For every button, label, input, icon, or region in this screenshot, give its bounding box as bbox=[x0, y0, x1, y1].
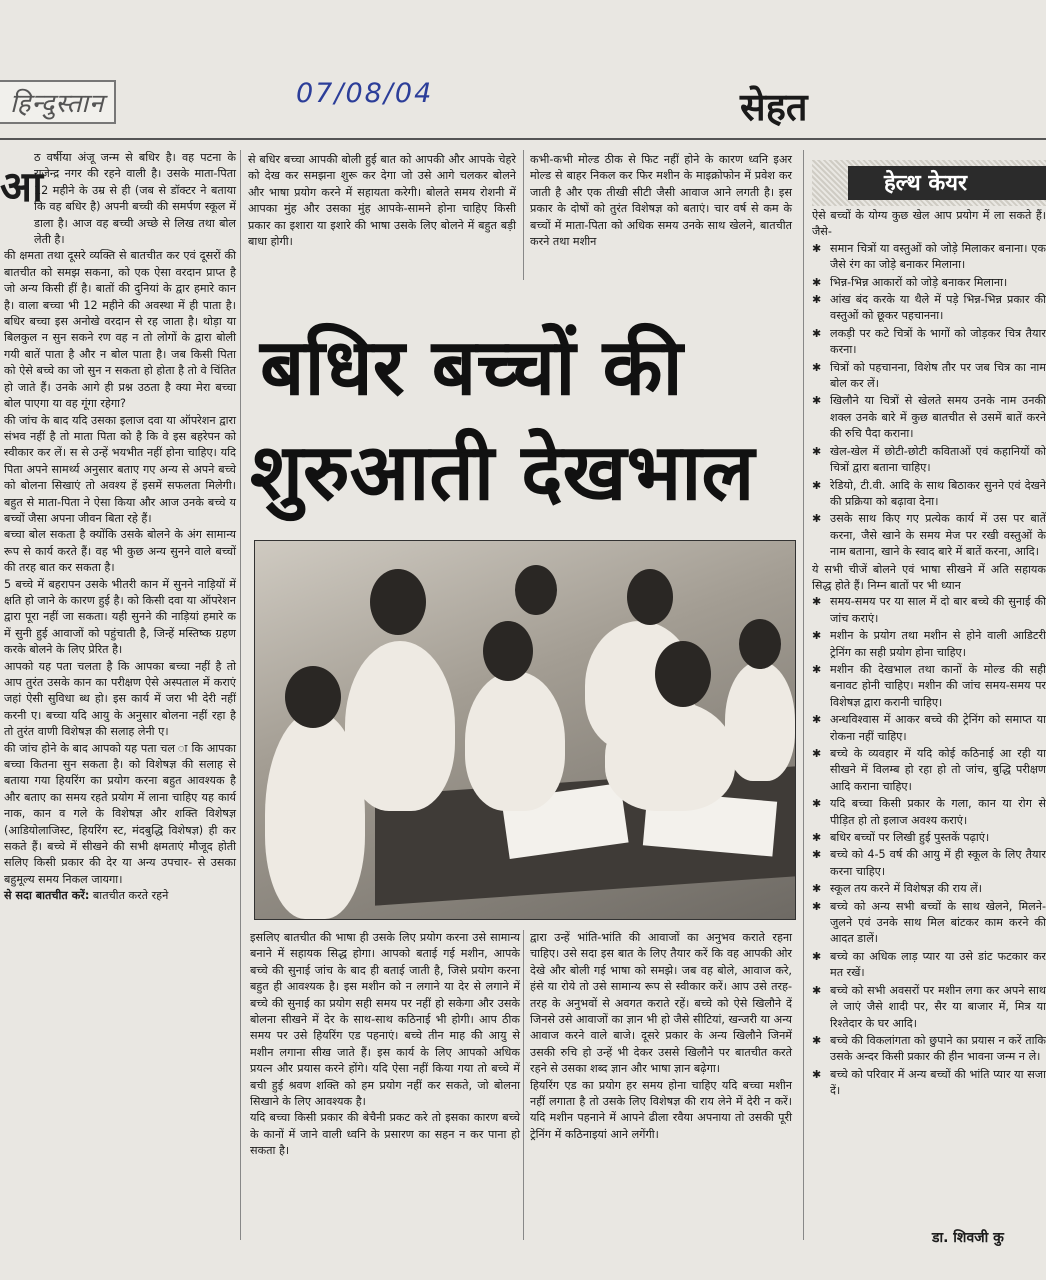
paragraph bbox=[4, 888, 236, 904]
list-item: ✱ समय-समय पर या साल में दो बार बच्चे की सुनाई की जांच कराएं। bbox=[812, 594, 1046, 627]
list-item: ✱ बच्चे को 4-5 वर्ष की आयु में ही स्कूल के लिए तैयार करना चाहिए। bbox=[812, 847, 1046, 880]
newspaper-name: हिन्दुस्तान bbox=[0, 80, 116, 124]
column-divider bbox=[523, 930, 524, 1240]
list-item: ✱ बच्चे को सभी अवसरों पर मशीन लगा कर अपने साथ ले जाएं जैसे शादी पर, सैर या बाजार में, मित्र या रिश्तेदार के घर आदि। bbox=[812, 983, 1046, 1032]
top-rule bbox=[0, 138, 1046, 140]
sidebar-list bbox=[812, 241, 1046, 561]
list-item: ✱ आंख बंद करके या थैले में पड़े भिन्न-भिन्न प्रकार की वस्तुओं को छूकर पहचानना। bbox=[812, 292, 1046, 325]
list-item: ✱ स्कूल तय करने में विशेषज्ञ की राय लें। bbox=[812, 881, 1046, 897]
sidebar-title: हेल्थ केयर bbox=[848, 166, 1046, 200]
list-item: ✱ बच्चे की विकलांगता को छुपाने का प्रयास न करें ताकि उसके अन्दर किसी प्रकार की हीन भावना जन्म न ले। bbox=[812, 1033, 1046, 1066]
paragraph: की जांच होने के बाद आपको यह पता चल ा कि आपका बच्चा कितना सुन सकता है। को विशेषज्ञ की सलाह से बताया गया हियरिंग का प्रयोग करना बहुत आवश्यक है और बताए का समय रहते प्रयोग में लाना चाहिए यह कार्य नाक, कान व गले के विशेषज्ञ और शक्ति विशेषज्ञ (आडियोलाजिस्ट, हियरिंग स्ट, मंदबुद्धि विशेषज्ञ) ही कर सकते हैं। बच्चे में सीखने की सभी क्षमताएं मौजूद होती सलिए किसी प्रकार की देर या अन्य उपचार- से उसका बहुमूल्य समय निकल जायगा। bbox=[4, 741, 236, 886]
paragraph: कभी-कभी मोल्ड ठीक से फिट नहीं होने के कारण ध्वनि इअर मोल्ड से बाहर निकल कर फिर मशीन के माइक्रोफोन में प्रवेश कर जाती है और एक तीखी सीटी जैसी आवाज आने लगती है। इस प्रकार के दोषों को तुरंत विशेषज्ञ को बताएं। चार वर्ष से कम के बच्चों में माता-पिता को अधिक समय उनके साथ खेलने, बातचीत करने तथा मशीन bbox=[530, 153, 792, 249]
paragraph: की क्षमता तथा दूसरे व्यक्ति से बातचीत कर एवं दूसरों की बातचीत को समझ सकना, को एक ऐसा वरदान प्राप्त है जो अन्य किसी हीं है। बातों की दुनियां के द्वार हमारे कान है। वाला बच्चा भी 12 महीने की अवस्था में ही पाता है। बधिर बच्चा इस अनोखे वरदान से रह जाता है। थोड़ा या बिलकुल न सुन सकने रण वह न तो लोगों के द्वारा बोली गयी बातें पाता है और न बोल पाता है। जब किसी पिता को ऐसे बच्चे का जो सुन न सकता हो होता है तो वे चिंतित हो जाते हैं। उनके आगे ही प्रश्न उठता है क्या मेरा बच्चा बोल पाएगा या वह गूंगा रहेगा? bbox=[4, 249, 236, 411]
photo-child bbox=[605, 701, 735, 811]
list-item: ✱ बच्चे का अधिक लाड़ प्यार या उसे डांट फटकार कर मत रखें। bbox=[812, 949, 1046, 982]
list-item: ✱ अन्धविश्वास में आकर बच्चे की ट्रेनिंग को समाप्त या रोकना नहीं चाहिए। bbox=[812, 712, 1046, 745]
handwritten-date: 07/08/04 bbox=[296, 78, 434, 109]
paragraph: आपको यह पता चलता है कि आपका बच्चा नहीं है तो आप तुरंत उसके कान का परीक्षण ऐसे अस्पताल में कराएं जहां ऐसी सुविधा ब्ध हो। इस कार्य में जरा भी देरी नहीं करनी ए। बच्चा यदि आयु के अनुसार बोलना नहीं रहा है तो तुरंत वाणी विशेषज्ञ की सलाह लेनी ए। bbox=[4, 659, 236, 739]
headline-line-1: बधिर बच्चों की bbox=[260, 322, 683, 413]
headline-line-2: शुरुआती देखभाल bbox=[250, 427, 755, 518]
author-byline: डा. शिवजी कु bbox=[932, 1230, 1004, 1246]
photo-head bbox=[739, 619, 781, 669]
sidebar-column bbox=[812, 208, 1046, 1101]
list-item: ✱ खेल-खेल में छोटी-छोटी कविताओं एवं कहानियों को चित्रों द्वारा बताना चाहिए। bbox=[812, 444, 1046, 477]
list-item: ✱ मशीन के प्रयोग तथा मशीन से होने वाली आडिटरी ट्रेनिंग का सही प्रयोग होना चाहिए। bbox=[812, 628, 1046, 661]
list-item: ✱ खिलौने या चित्रों से खेलते समय उनके नाम उनकी शक्ल उनके बारे में कुछ बातचीत से उसमें बातें करने की रुचि पैदा कराना। bbox=[812, 393, 1046, 442]
list-item: ✱ बच्चे को अन्य सभी बच्चों के साथ खेलने, मिलने-जुलने एवं उनके साथ मिल बांटकर काम करने की आदत डालें। bbox=[812, 899, 1046, 948]
photo-head bbox=[285, 666, 341, 728]
article-column-1 bbox=[4, 150, 236, 905]
photo-child bbox=[725, 661, 795, 781]
section-title: सेहत bbox=[740, 84, 808, 129]
paragraph: हियरिंग एड का प्रयोग हर समय होना चाहिए यदि बच्चा मशीन नहीं लगाता है तो उसके लिए विशेषज्ञ की राय लेने में देरी न करें। यदि मशीन पहनाने में आपने ढीला रवैया अपनाया तो उसकी पूरी ट्रेनिंग में कठिनाइयां आने लगेंगी। bbox=[530, 1078, 792, 1141]
photo-head bbox=[515, 565, 557, 615]
list-item: ✱ चित्रों को पहचानना, विशेष तौर पर जब चित्र का नाम बोल कर लें। bbox=[812, 360, 1046, 393]
paragraph: इसलिए बातचीत की भाषा ही उसके लिए प्रयोग करना उसे सामान्य बनाने में सहायक सिद्ध होगा। आपको बताई गई मशीन, आपके बच्चे की सुनाई जांच के बाद ही बताई जाती है, जिसे प्रयोग करना बहुत ही आवश्यक है। इस मशीन को न लगाने या देर से लगाने में बच्चे की सुनाई का प्रयोग सही समय पर नहीं हो सकेगा और उसके बोलना सीखने में देर के साथ-साथ कठिनाई भी होगी। आप ठीक समय पर उसे हियरिंग एड पहनाएं। बच्चे तीन माह की आयु से मशीन लगाना सीख जाते हैं। इस कार्य के लिए आपको अधिक प्रयत्न और प्रयास करने होंगे। यदि ऐसा नहीं किया गया तो बच्चे में बची हुई श्रवण शक्ति को हम प्रयोग नहीं कर सकते, जो बोलना सिखाने के लिए आवश्यक है। bbox=[250, 931, 520, 1109]
photo-child bbox=[465, 671, 565, 811]
article-headline bbox=[250, 318, 790, 528]
list-item: ✱ समान चित्रों या वस्तुओं को जोड़े मिलाकर बनाना। एक जैसे रंग का जोड़े बनाकर मिलाना। bbox=[812, 241, 1046, 274]
article-column-3 bbox=[530, 152, 792, 250]
list-item: ✱ बच्चे के व्यवहार में यदि कोई कठिनाई आ रही या सीखने में विलम्ब हो रहा हो तो जांच, बुद्धि परीक्षण आदि कराना चाहिए। bbox=[812, 746, 1046, 795]
list-item: ✱ लकड़ी पर कटे चित्रों के भागों को जोड़कर चित्र तैयार करना। bbox=[812, 326, 1046, 359]
article-column-2 bbox=[248, 152, 516, 250]
column-divider bbox=[240, 150, 241, 1240]
drop-cap: आ bbox=[0, 162, 43, 211]
photo-adult bbox=[345, 641, 455, 811]
photo-head bbox=[627, 569, 673, 625]
article-column-3-lower bbox=[530, 930, 792, 1143]
subhead: से सदा बातचीत करें: bbox=[4, 889, 90, 903]
paragraph: ठ वर्षीया अंजू जन्म से बधिर है। वह पटना के राजेन्द्र नगर की रहने वाली है। उसके माता-पिता 12 महीने के उम्र से ही (जब से डॉक्टर ने बताया कि वह बधिर है) अपनी बच्ची की समर्पण स्कूल में डाला है। आज वह बच्ची अच्छे से लिख तथा बोल लेती है। bbox=[34, 151, 236, 247]
paragraph: बच्चा बोल सकता है क्योंकि उसके बोलने के अंग सामान्य रूप से कार्य करते हैं। वह भी कुछ अन्य सुनने वाले बच्चों की तरह बात कर सकता है। bbox=[4, 528, 236, 575]
photo-head bbox=[655, 641, 711, 707]
sidebar-middle: ये सभी चीजें बोलने एवं भाषा सीखने में अति सहायक सिद्ध होते हैं। निम्न बातों पर भी ध्यान bbox=[812, 562, 1046, 592]
column-divider bbox=[523, 150, 524, 280]
paragraph: से बधिर बच्चा आपकी बोली हुई बात को आपकी और आपके चेहरे को देख कर समझना शुरू कर देगा जो उसे आगे चलकर बोलने और भाषा प्रयोग करने में सहायता करेगी। बोलते समय रोशनी में आपका मुंह और उसका मुंह आपके-सामने होना चाहिए किसी प्रकार का इशारा या इशारे की भाषा उसके लिए बोलने में बहुत बड़ी बाधा होगी। bbox=[248, 153, 516, 249]
sidebar-list-2 bbox=[812, 594, 1046, 1099]
list-item: ✱ भिन्न-भिन्न आकारों को जोड़े बनाकर मिलाना। bbox=[812, 275, 1046, 291]
article-column-2-lower bbox=[250, 930, 520, 1160]
paragraph: की जांच के बाद यदि उसका इलाज दवा या ऑपरेशन द्वारा संभव नहीं है तो माता पिता को है कि वे इस बहरेपन को स्वीकार कर लें। स से उन्हें भयभीत नहीं होना चाहिए। यदि पिता अपने सामर्थ्य अनुसार बताए गए अन्य से अपने बच्चे को बोलना सिखाएं तो अवश्य हें इसमें सफलता मिलेगी। बहुत से माता-पिता ने ऐसा किया और आज उनके बच्चे य बच्चों जैसा अपना जीवन बिता रहे हैं। bbox=[4, 413, 236, 525]
list-item: ✱ बच्चे को परिवार में अन्य बच्चों की भांति प्यार या सजा दें। bbox=[812, 1067, 1046, 1100]
sidebar-intro: ऐसे बच्चों के योग्य कुछ खेल आप प्रयोग में ला सकते हैं। जैसे- bbox=[812, 209, 1046, 239]
photo-head bbox=[370, 569, 426, 635]
list-item: ✱ यदि बच्चा किसी प्रकार के गला, कान या रोग से पीड़ित हो तो इलाज अवश्य कराएं। bbox=[812, 796, 1046, 829]
photo-head bbox=[483, 621, 533, 681]
paragraph: द्वारा उन्हें भांति-भांति की आवाजों का अनुभव कराते रहना चाहिए। उसे सदा इस बात के लिए तैयार करें कि वह आपकी ओर देखे और बोली गई भाषा को समझे। जब वह बोले, आवाज करे, हंसे या रोये तो उसे सामान्य रूप से स्वीकार करें। आप उसे तरह-तरह के अनुभवों से अवगत कराते रहें। बच्चे को ऐसे खिलौने दें जिनसे उसे आवाजों का ज्ञान भी हो जैसे सीटियां, खन्जरी या अन्य आवाज करने वाले बाजे। दूसरे प्रकार के अन्य खिलौने जिनमें उसकी रुचि हो उन्हें भी देकर उससे खिलौने पर बातचीत करते रहने से उसका शब्द ज्ञान और भाषा ज्ञान बढ़ेगा। bbox=[530, 931, 792, 1076]
list-item: ✱ बधिर बच्चों पर लिखी हुई पुस्तकें पढ़ाएं। bbox=[812, 830, 1046, 846]
list-item: ✱ रेडियो, टी.वी. आदि के साथ बिठाकर सुनने एवं देखने की प्रक्रिया को बढ़ावा देना। bbox=[812, 478, 1046, 511]
list-item: ✱ उसके साथ किए गए प्रत्येक कार्य में उस पर बातें करना, जैसे खाने के समय मेज पर रखी वस्तुओं के नाम बताना, खाने के स्वाद बारे में बातें करना, आदि। bbox=[812, 511, 1046, 560]
masthead bbox=[0, 62, 1046, 132]
column-divider bbox=[803, 150, 804, 1240]
subhead-text: बातचीत करते रहने bbox=[92, 889, 169, 903]
list-item: ✱ मशीन की देखभाल तथा कानों के मोल्ड की सही बनावट होनी चाहिए। मशीन की जांच समय-समय पर विशेषज्ञ द्वारा करानी चाहिए। bbox=[812, 662, 1046, 711]
article-photo bbox=[254, 540, 796, 920]
paragraph: 5 बच्चे में बहरापन उसके भीतरी कान में सुनने नाड़ियों में क्षति हो जाने के कारण हुई है। को किसी दवा या ऑपरेशन द्वारा पूरा नहीं जा सकता। यही सुनने की नाड़ियां हमारे क में सुनी हुई आवाजों को पहुंचाती है, जिन्हें मस्तिष्क ग्रहण करके बोलने के लिए प्रेरित है। bbox=[4, 577, 236, 657]
paragraph: यदि बच्चा किसी प्रकार की बेचैनी प्रकट करे तो इसका कारण बच्चे के कानों में जाने वाली ध्वनि के प्रसारण का सहन न कर पाना हो सकता है। bbox=[250, 1111, 520, 1158]
